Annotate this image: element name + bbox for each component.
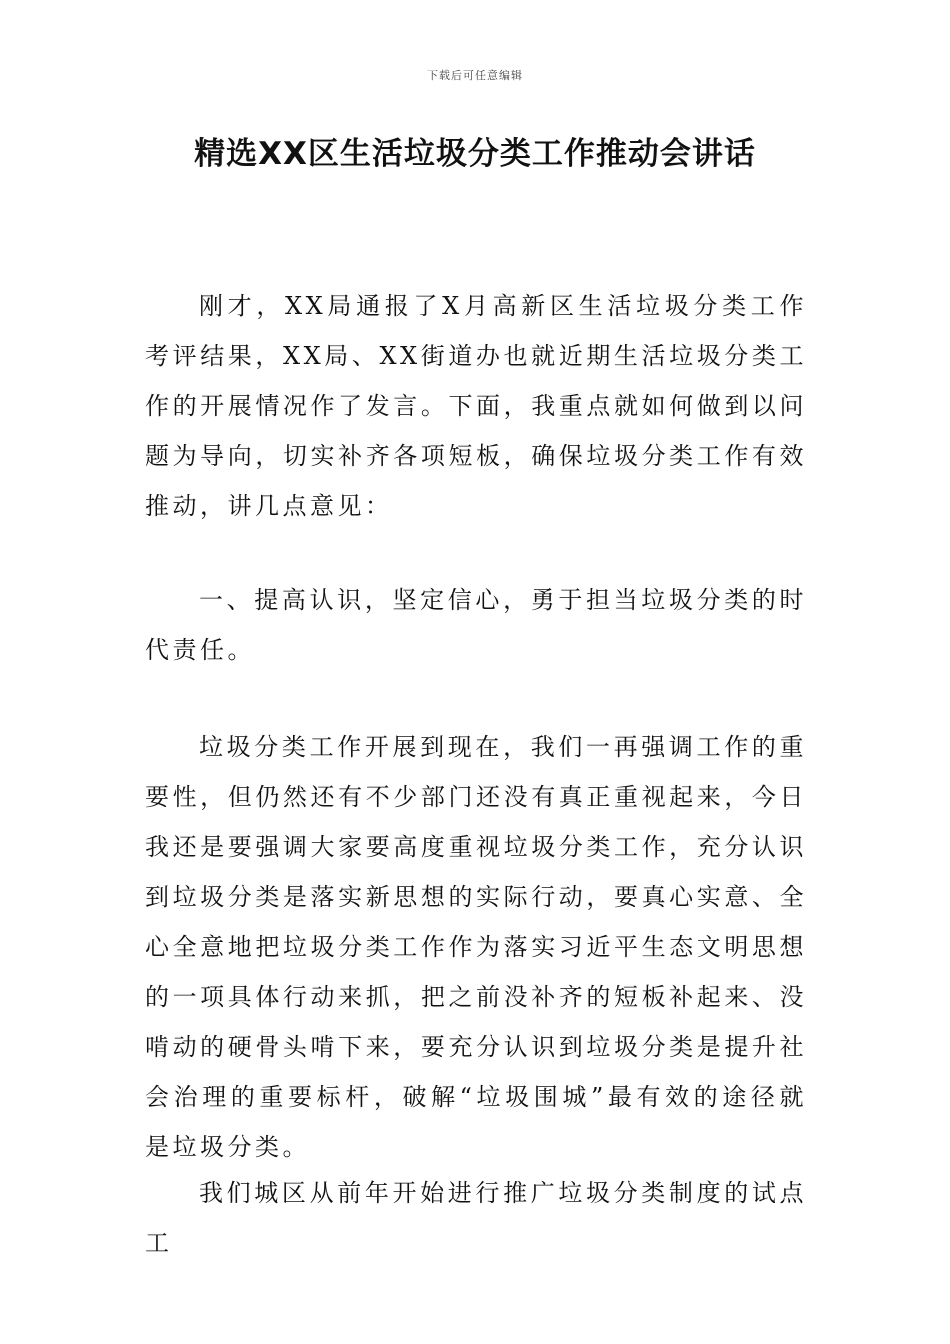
download-note: 下载后可任意编辑 [427, 69, 523, 82]
paragraph-importance: 垃圾分类工作开展到现在，我们一再强调工作的重要性，但仍然还有不少部门还没有真正重视起来，今日我还是要强调大家要高度重视垃圾分类工作，充分认识到垃圾分类是落实新思想的实际行动，要真心实意、全心全意地把垃圾分类工作作为落实习近平生态文明思想的一项具体行动来抓，把之前没补齐的短板补起来、没啃动的硬骨头啃下来，要充分认识到垃圾分类是提升社会治理的重要标杆，破解“垃圾围城”最有效的途径就是垃圾分类。 [145, 733, 807, 1161]
document-title: 精选XX区生活垃圾分类工作推动会讲话 [194, 136, 756, 172]
paragraph-intro: 刚才，XX局通报了X月高新区生活垃圾分类工作考评结果，XX局、XX街道办也就近期生活垃圾分类工作的开展情况作了发言。下面，我重点就如何做到以问题为导向，切实补齐各项短板，确保垃圾分类工作有效推动，讲几点意见： [145, 292, 807, 520]
paragraph-pilot: 我们城区从前年开始进行推广垃圾分类制度的试点工 [145, 1179, 807, 1257]
paragraph-section-heading-1: 一、提高认识，坚定信心，勇于担当垃圾分类的时代责任。 [145, 586, 807, 664]
